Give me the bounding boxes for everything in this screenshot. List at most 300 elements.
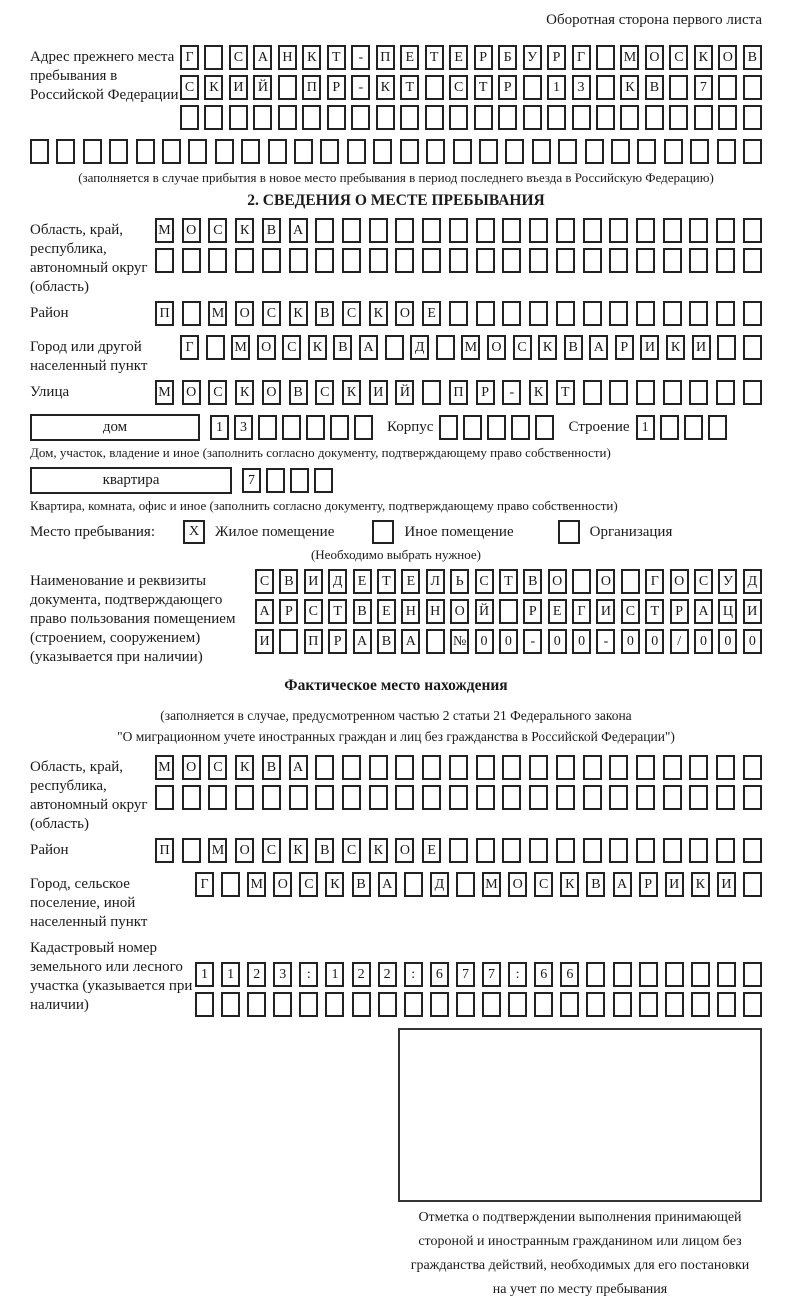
char-box[interactable] <box>395 218 414 243</box>
char-box[interactable]: О <box>182 755 201 780</box>
char-box[interactable] <box>302 105 321 130</box>
char-box[interactable] <box>422 218 441 243</box>
char-box[interactable]: Р <box>474 45 493 70</box>
char-box[interactable] <box>690 139 709 164</box>
char-box[interactable]: Т <box>400 75 419 100</box>
char-box[interactable] <box>278 105 297 130</box>
char-box[interactable] <box>449 105 468 130</box>
char-box[interactable] <box>572 105 591 130</box>
char-box[interactable] <box>716 218 735 243</box>
char-box[interactable] <box>400 139 419 164</box>
char-box[interactable] <box>426 139 445 164</box>
char-box[interactable]: О <box>395 838 414 863</box>
char-box[interactable]: К <box>289 301 308 326</box>
char-box[interactable] <box>645 105 664 130</box>
char-box[interactable]: К <box>560 872 579 897</box>
char-box[interactable]: П <box>304 629 323 654</box>
char-box[interactable]: Б <box>498 45 517 70</box>
char-box[interactable] <box>663 838 682 863</box>
char-box[interactable]: Й <box>253 75 272 100</box>
char-box[interactable] <box>663 218 682 243</box>
char-box[interactable]: Р <box>328 629 347 654</box>
char-box[interactable]: В <box>523 569 542 594</box>
char-box[interactable]: 6 <box>560 962 579 987</box>
char-box[interactable]: Р <box>547 45 566 70</box>
char-box[interactable] <box>663 248 682 273</box>
char-box[interactable] <box>691 962 710 987</box>
char-box[interactable]: Р <box>523 599 542 624</box>
char-box[interactable] <box>508 992 527 1017</box>
char-box[interactable] <box>691 992 710 1017</box>
char-box[interactable] <box>558 139 577 164</box>
char-box[interactable] <box>689 380 708 405</box>
char-box[interactable] <box>529 838 548 863</box>
char-box[interactable] <box>547 105 566 130</box>
char-box[interactable] <box>268 139 287 164</box>
char-box[interactable] <box>330 415 349 440</box>
char-box[interactable]: Р <box>279 599 298 624</box>
char-box[interactable] <box>400 105 419 130</box>
char-box[interactable]: 1 <box>195 962 214 987</box>
char-box[interactable]: Т <box>556 380 575 405</box>
char-box[interactable]: С <box>255 569 274 594</box>
char-box[interactable] <box>290 468 309 493</box>
char-box[interactable] <box>425 105 444 130</box>
char-box[interactable]: 2 <box>352 962 371 987</box>
char-box[interactable] <box>743 335 762 360</box>
char-box[interactable] <box>315 218 334 243</box>
char-box[interactable] <box>136 139 155 164</box>
char-box[interactable] <box>560 992 579 1017</box>
char-box[interactable] <box>83 139 102 164</box>
char-box[interactable] <box>502 301 521 326</box>
checkbox-other-premises[interactable] <box>372 520 394 544</box>
char-box[interactable]: К <box>235 755 254 780</box>
char-box[interactable] <box>502 755 521 780</box>
char-box[interactable]: Й <box>475 599 494 624</box>
char-box[interactable] <box>439 415 458 440</box>
char-box[interactable]: С <box>262 301 281 326</box>
char-box[interactable]: Ц <box>718 599 737 624</box>
char-box[interactable]: М <box>155 755 174 780</box>
char-box[interactable] <box>182 248 201 273</box>
char-box[interactable]: 1 <box>221 962 240 987</box>
char-box[interactable] <box>235 248 254 273</box>
char-box[interactable] <box>299 992 318 1017</box>
char-box[interactable] <box>327 105 346 130</box>
char-box[interactable]: К <box>235 218 254 243</box>
char-box[interactable] <box>109 139 128 164</box>
char-box[interactable]: М <box>247 872 266 897</box>
char-box[interactable] <box>716 248 735 273</box>
char-box[interactable]: Н <box>278 45 297 70</box>
char-box[interactable]: С <box>304 599 323 624</box>
char-box[interactable]: О <box>670 569 689 594</box>
char-box[interactable]: Р <box>639 872 658 897</box>
char-box[interactable] <box>476 785 495 810</box>
char-box[interactable]: О <box>508 872 527 897</box>
char-box[interactable]: П <box>376 45 395 70</box>
char-box[interactable] <box>583 838 602 863</box>
char-box[interactable]: И <box>640 335 659 360</box>
char-box[interactable]: Е <box>400 45 419 70</box>
char-box[interactable] <box>476 755 495 780</box>
char-box[interactable] <box>585 139 604 164</box>
char-box[interactable]: М <box>231 335 250 360</box>
char-box[interactable]: М <box>461 335 480 360</box>
char-box[interactable] <box>306 415 325 440</box>
char-box[interactable] <box>743 872 762 897</box>
char-box[interactable]: 0 <box>499 629 518 654</box>
char-box[interactable]: Р <box>670 599 689 624</box>
char-box[interactable] <box>395 755 414 780</box>
char-box[interactable] <box>30 139 49 164</box>
char-box[interactable] <box>583 218 602 243</box>
char-box[interactable] <box>689 301 708 326</box>
char-box[interactable] <box>369 248 388 273</box>
char-box[interactable] <box>188 139 207 164</box>
char-box[interactable]: Д <box>328 569 347 594</box>
char-box[interactable]: Р <box>615 335 634 360</box>
char-box[interactable]: И <box>717 872 736 897</box>
char-box[interactable] <box>449 301 468 326</box>
char-box[interactable] <box>609 785 628 810</box>
char-box[interactable]: - <box>502 380 521 405</box>
char-box[interactable]: 1 <box>325 962 344 987</box>
char-box[interactable] <box>395 785 414 810</box>
char-box[interactable] <box>320 139 339 164</box>
char-box[interactable]: К <box>376 75 395 100</box>
char-box[interactable]: В <box>315 301 334 326</box>
char-box[interactable]: С <box>342 838 361 863</box>
char-box[interactable]: О <box>273 872 292 897</box>
char-box[interactable]: 0 <box>645 629 664 654</box>
char-box[interactable] <box>502 248 521 273</box>
char-box[interactable]: У <box>523 45 542 70</box>
char-box[interactable]: 0 <box>743 629 762 654</box>
char-box[interactable] <box>636 248 655 273</box>
char-box[interactable] <box>596 75 615 100</box>
char-box[interactable]: 6 <box>534 962 553 987</box>
char-box[interactable] <box>342 785 361 810</box>
char-box[interactable] <box>430 992 449 1017</box>
char-box[interactable] <box>743 139 762 164</box>
char-box[interactable]: К <box>308 335 327 360</box>
char-box[interactable] <box>743 838 762 863</box>
char-box[interactable]: К <box>694 45 713 70</box>
char-box[interactable] <box>482 992 501 1017</box>
char-box[interactable]: П <box>155 301 174 326</box>
char-box[interactable] <box>556 218 575 243</box>
char-box[interactable] <box>215 139 234 164</box>
char-box[interactable] <box>347 139 366 164</box>
char-box[interactable] <box>609 248 628 273</box>
char-box[interactable]: - <box>596 629 615 654</box>
char-box[interactable]: - <box>351 75 370 100</box>
char-box[interactable] <box>204 45 223 70</box>
char-box[interactable]: К <box>538 335 557 360</box>
char-box[interactable]: А <box>289 218 308 243</box>
char-box[interactable] <box>663 755 682 780</box>
char-box[interactable]: М <box>620 45 639 70</box>
char-box[interactable]: В <box>377 629 396 654</box>
char-box[interactable] <box>511 415 530 440</box>
char-box[interactable] <box>743 248 762 273</box>
char-box[interactable] <box>716 380 735 405</box>
char-box[interactable] <box>609 838 628 863</box>
char-box[interactable] <box>385 335 404 360</box>
char-box[interactable] <box>456 872 475 897</box>
char-box[interactable] <box>342 755 361 780</box>
char-box[interactable] <box>258 415 277 440</box>
char-box[interactable]: Р <box>498 75 517 100</box>
char-box[interactable]: В <box>262 755 281 780</box>
char-box[interactable] <box>378 992 397 1017</box>
char-box[interactable] <box>743 992 762 1017</box>
char-box[interactable]: Т <box>327 45 346 70</box>
char-box[interactable] <box>743 755 762 780</box>
char-box[interactable]: 3 <box>273 962 292 987</box>
char-box[interactable]: Т <box>425 45 444 70</box>
char-box[interactable] <box>208 785 227 810</box>
char-box[interactable]: К <box>302 45 321 70</box>
char-box[interactable] <box>342 248 361 273</box>
char-box[interactable] <box>637 139 656 164</box>
char-box[interactable] <box>663 301 682 326</box>
char-box[interactable]: В <box>315 838 334 863</box>
char-box[interactable] <box>487 415 506 440</box>
char-box[interactable] <box>289 248 308 273</box>
char-box[interactable] <box>689 218 708 243</box>
char-box[interactable]: 3 <box>572 75 591 100</box>
char-box[interactable]: В <box>586 872 605 897</box>
char-box[interactable] <box>717 335 736 360</box>
char-box[interactable] <box>247 992 266 1017</box>
char-box[interactable]: М <box>155 218 174 243</box>
char-box[interactable] <box>660 415 679 440</box>
char-box[interactable]: К <box>691 872 710 897</box>
char-box[interactable]: 1 <box>210 415 229 440</box>
char-box[interactable] <box>204 105 223 130</box>
char-box[interactable]: 6 <box>430 962 449 987</box>
char-box[interactable] <box>279 629 298 654</box>
char-box[interactable]: М <box>208 301 227 326</box>
char-box[interactable] <box>502 218 521 243</box>
char-box[interactable] <box>422 248 441 273</box>
char-box[interactable] <box>422 785 441 810</box>
char-box[interactable] <box>743 301 762 326</box>
char-box[interactable]: Г <box>195 872 214 897</box>
char-box[interactable] <box>351 105 370 130</box>
char-box[interactable]: А <box>359 335 378 360</box>
char-box[interactable] <box>352 992 371 1017</box>
char-box[interactable] <box>289 785 308 810</box>
char-box[interactable] <box>376 105 395 130</box>
char-box[interactable]: С <box>475 569 494 594</box>
char-box[interactable] <box>743 75 762 100</box>
char-box[interactable]: О <box>262 380 281 405</box>
char-box[interactable] <box>669 105 688 130</box>
char-box[interactable] <box>499 599 518 624</box>
char-box[interactable]: А <box>589 335 608 360</box>
char-box[interactable] <box>182 838 201 863</box>
char-box[interactable]: Т <box>377 569 396 594</box>
char-box[interactable] <box>208 248 227 273</box>
char-box[interactable] <box>583 785 602 810</box>
char-box[interactable]: Г <box>180 335 199 360</box>
char-box[interactable]: П <box>155 838 174 863</box>
char-box[interactable] <box>529 248 548 273</box>
char-box[interactable]: : <box>404 962 423 987</box>
char-box[interactable]: А <box>253 45 272 70</box>
char-box[interactable] <box>315 755 334 780</box>
char-box[interactable] <box>639 992 658 1017</box>
char-box[interactable] <box>449 785 468 810</box>
char-box[interactable] <box>476 301 495 326</box>
char-box[interactable]: К <box>289 838 308 863</box>
char-box[interactable]: С <box>669 45 688 70</box>
char-box[interactable]: 3 <box>234 415 253 440</box>
char-box[interactable]: Т <box>499 569 518 594</box>
char-box[interactable]: С <box>513 335 532 360</box>
char-box[interactable]: М <box>208 838 227 863</box>
char-box[interactable] <box>665 962 684 987</box>
char-box[interactable] <box>221 992 240 1017</box>
char-box[interactable] <box>636 218 655 243</box>
char-box[interactable]: С <box>229 45 248 70</box>
char-box[interactable]: К <box>204 75 223 100</box>
char-box[interactable] <box>235 785 254 810</box>
char-box[interactable]: С <box>342 301 361 326</box>
char-box[interactable]: О <box>235 838 254 863</box>
char-box[interactable] <box>708 415 727 440</box>
char-box[interactable] <box>262 785 281 810</box>
char-box[interactable]: В <box>262 218 281 243</box>
char-box[interactable]: Ь <box>450 569 469 594</box>
char-box[interactable] <box>56 139 75 164</box>
char-box[interactable] <box>182 785 201 810</box>
char-box[interactable]: К <box>620 75 639 100</box>
char-box[interactable]: 1 <box>636 415 655 440</box>
char-box[interactable] <box>436 335 455 360</box>
char-box[interactable] <box>449 755 468 780</box>
char-box[interactable]: 2 <box>378 962 397 987</box>
char-box[interactable] <box>241 139 260 164</box>
char-box[interactable] <box>583 248 602 273</box>
char-box[interactable]: М <box>482 872 501 897</box>
char-box[interactable]: А <box>613 872 632 897</box>
char-box[interactable] <box>342 218 361 243</box>
char-box[interactable]: К <box>529 380 548 405</box>
char-box[interactable]: И <box>255 629 274 654</box>
char-box[interactable] <box>369 755 388 780</box>
char-box[interactable] <box>425 75 444 100</box>
char-box[interactable]: Г <box>645 569 664 594</box>
char-box[interactable] <box>718 105 737 130</box>
char-box[interactable] <box>743 380 762 405</box>
char-box[interactable]: 0 <box>548 629 567 654</box>
char-box[interactable] <box>689 838 708 863</box>
char-box[interactable] <box>613 962 632 987</box>
char-box[interactable]: Д <box>430 872 449 897</box>
char-box[interactable]: П <box>302 75 321 100</box>
char-box[interactable]: 1 <box>547 75 566 100</box>
char-box[interactable]: И <box>596 599 615 624</box>
char-box[interactable] <box>639 962 658 987</box>
house-type-box[interactable]: дом <box>30 414 200 441</box>
char-box[interactable] <box>636 785 655 810</box>
char-box[interactable] <box>717 992 736 1017</box>
char-box[interactable]: К <box>325 872 344 897</box>
char-box[interactable]: О <box>182 218 201 243</box>
char-box[interactable] <box>609 218 628 243</box>
char-box[interactable]: В <box>289 380 308 405</box>
char-box[interactable] <box>315 248 334 273</box>
char-box[interactable]: Д <box>743 569 762 594</box>
char-box[interactable]: Г <box>572 599 591 624</box>
char-box[interactable]: О <box>395 301 414 326</box>
char-box[interactable] <box>529 755 548 780</box>
char-box[interactable] <box>609 380 628 405</box>
char-box[interactable] <box>449 218 468 243</box>
char-box[interactable]: С <box>534 872 553 897</box>
char-box[interactable] <box>556 785 575 810</box>
char-box[interactable]: С <box>180 75 199 100</box>
char-box[interactable] <box>221 872 240 897</box>
char-box[interactable] <box>354 415 373 440</box>
char-box[interactable] <box>636 301 655 326</box>
char-box[interactable] <box>404 992 423 1017</box>
char-box[interactable]: О <box>235 301 254 326</box>
char-box[interactable]: В <box>333 335 352 360</box>
char-box[interactable]: В <box>645 75 664 100</box>
char-box[interactable] <box>636 380 655 405</box>
char-box[interactable] <box>162 139 181 164</box>
char-box[interactable] <box>373 139 392 164</box>
char-box[interactable]: Й <box>395 380 414 405</box>
char-box[interactable]: К <box>369 838 388 863</box>
char-box[interactable]: : <box>508 962 527 987</box>
char-box[interactable] <box>743 105 762 130</box>
char-box[interactable]: Г <box>572 45 591 70</box>
char-box[interactable]: С <box>208 755 227 780</box>
char-box[interactable] <box>694 105 713 130</box>
char-box[interactable] <box>498 105 517 130</box>
char-box[interactable]: Л <box>426 569 445 594</box>
char-box[interactable]: Т <box>474 75 493 100</box>
char-box[interactable] <box>315 785 334 810</box>
char-box[interactable]: К <box>342 380 361 405</box>
char-box[interactable] <box>369 785 388 810</box>
char-box[interactable]: О <box>645 45 664 70</box>
char-box[interactable]: Е <box>548 599 567 624</box>
char-box[interactable] <box>502 785 521 810</box>
char-box[interactable]: С <box>449 75 468 100</box>
char-box[interactable]: - <box>523 629 542 654</box>
char-box[interactable]: В <box>564 335 583 360</box>
char-box[interactable] <box>463 415 482 440</box>
char-box[interactable] <box>556 755 575 780</box>
char-box[interactable]: П <box>449 380 468 405</box>
char-box[interactable]: О <box>182 380 201 405</box>
char-box[interactable] <box>743 962 762 987</box>
char-box[interactable]: К <box>369 301 388 326</box>
char-box[interactable] <box>572 569 591 594</box>
char-box[interactable] <box>253 105 272 130</box>
char-box[interactable]: Е <box>401 569 420 594</box>
char-box[interactable] <box>663 785 682 810</box>
char-box[interactable] <box>535 415 554 440</box>
